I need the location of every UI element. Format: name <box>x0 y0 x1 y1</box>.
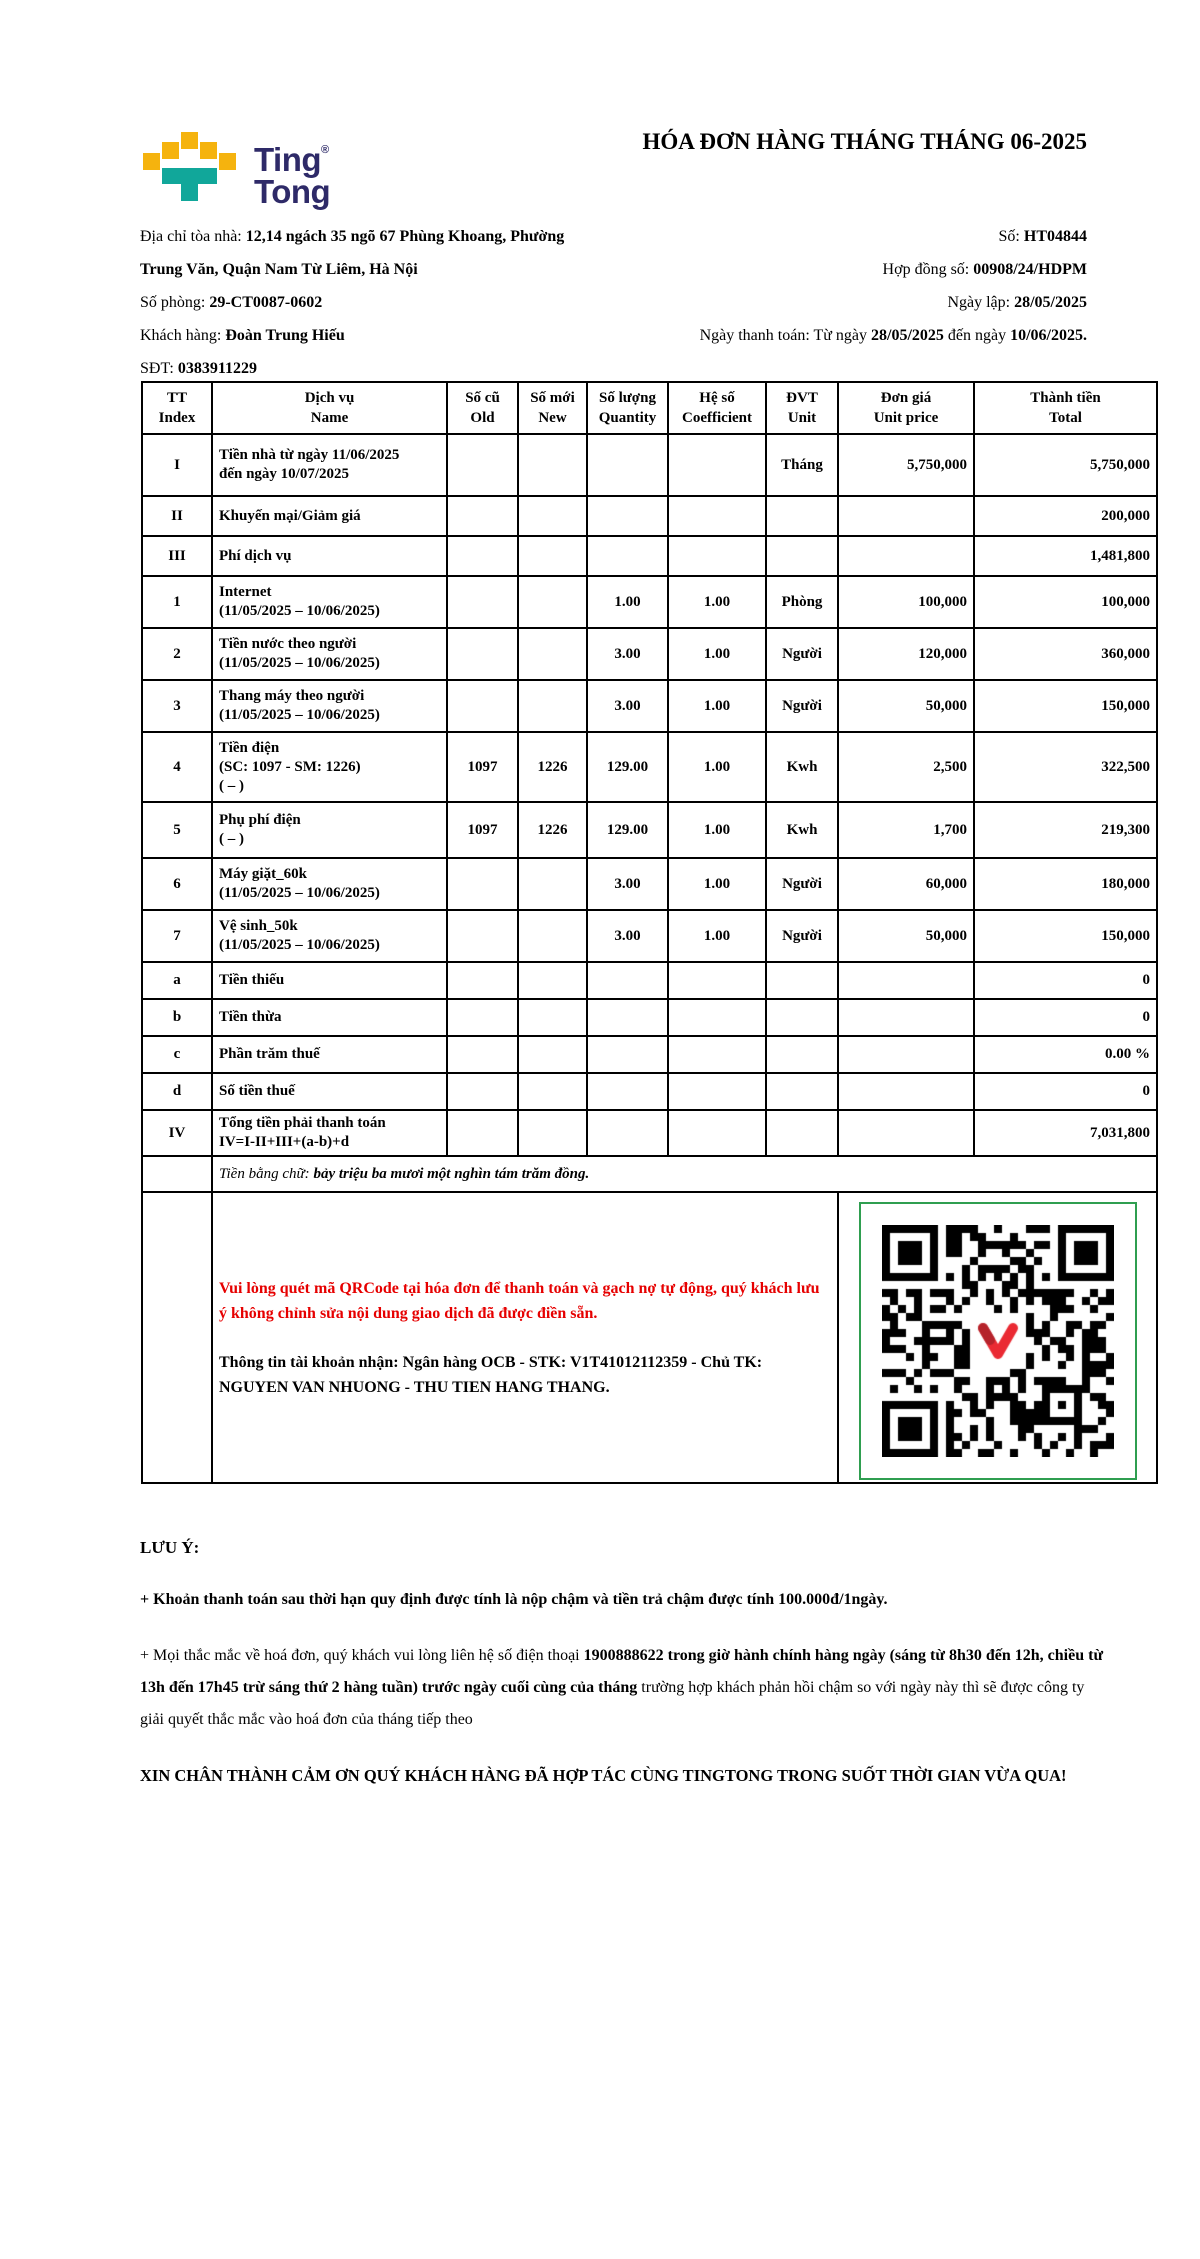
logo-pixel <box>219 153 236 170</box>
cell-quantity <box>587 1110 668 1156</box>
cell-old: 1097 <box>447 802 518 858</box>
brand-line2: Tong <box>254 173 331 210</box>
text-segment: 28/05/2025 <box>1014 294 1087 311</box>
column-header <box>587 382 668 434</box>
cell-name <box>212 1036 447 1073</box>
text-segment: bảy triệu ba mươi một nghìn tám trăm đồng. <box>313 1165 590 1182</box>
cell-coefficient: 1.00 <box>668 732 766 802</box>
invoice-table <box>141 381 1158 1484</box>
note-paragraph <box>140 1640 1105 1736</box>
table-row <box>142 628 1157 680</box>
text-segment: Hợp đồng số: <box>882 261 974 278</box>
column-header-vi: Dịch vụ <box>304 390 355 406</box>
qr-red-note: Vui lòng quét mã QRCode tại hóa đơn để thanh toán và gạch nợ tự động, quý khách lưu ý không chỉnh sửa nội dung giao dịch đã được điền sẵn. <box>219 1279 820 1322</box>
column-header-en: Quantity <box>598 410 657 426</box>
cell-unit-price <box>838 999 974 1036</box>
cell-quantity: 129.00 <box>587 732 668 802</box>
cell-unit: Người <box>766 680 838 732</box>
text-segment: NGUYEN VAN NHUONG - THU TIEN HANG THANG <box>219 1378 606 1396</box>
cell-old: 1097 <box>447 732 518 802</box>
brand-wordmark <box>254 134 330 208</box>
cell-coefficient <box>668 1036 766 1073</box>
column-header-en: Old <box>470 410 495 426</box>
text-segment: . <box>605 1378 610 1396</box>
cell-index <box>142 1156 212 1192</box>
invoice-title: HÓA ĐƠN HÀNG THÁNG THÁNG 06-2025 <box>642 129 1087 154</box>
table-row <box>142 576 1157 628</box>
cell-new <box>518 962 587 999</box>
cell-unit-price: 60,000 <box>838 858 974 910</box>
column-header-vi: Hệ số <box>699 390 735 406</box>
name-line: Số tiền thuế <box>219 1083 295 1099</box>
column-header <box>766 382 838 434</box>
cell-total: 1,481,800 <box>974 536 1157 576</box>
text-segment: đến ngày <box>943 327 1011 344</box>
cell-new <box>518 1073 587 1110</box>
logo-pixel <box>143 153 160 170</box>
cell-unit-price: 50,000 <box>838 680 974 732</box>
cell-unit: Tháng <box>766 434 838 496</box>
cell-name <box>212 732 447 802</box>
logo-teal-bar <box>162 168 217 184</box>
cell-coefficient <box>668 962 766 999</box>
cell-coefficient: 1.00 <box>668 910 766 962</box>
column-header <box>142 382 212 434</box>
thanks-line: XIN CHÂN THÀNH CẢM ƠN QUÝ KHÁCH HÀNG ĐÃ HỢP TÁC CÙNG TINGTONG TRONG SUỐT THỜI GIAN VỪA QUA! <box>140 1766 1067 1785</box>
text-segment: Số phòng: <box>140 294 210 311</box>
name-line: ( – ) <box>219 777 244 794</box>
cell-index: 3 <box>142 680 212 732</box>
cell-unit <box>766 1073 838 1110</box>
cell-name <box>212 1110 447 1156</box>
info-line <box>140 286 605 319</box>
column-header-vi: Số cũ <box>465 390 500 406</box>
cell-index: 5 <box>142 802 212 858</box>
cell-new: 1226 <box>518 732 587 802</box>
text-segment: Ngày lập: <box>947 294 1015 311</box>
invoice-table-body <box>142 434 1157 1483</box>
registered-mark: ® <box>321 144 329 156</box>
column-header-en: Unit price <box>873 410 939 426</box>
table-header-row <box>142 382 1157 434</box>
cell-unit-price <box>838 496 974 536</box>
column-header <box>212 382 447 434</box>
cell-old <box>447 858 518 910</box>
table-row <box>142 434 1157 496</box>
info-line <box>605 253 1087 286</box>
text-segment: Đoàn Trung Hiếu <box>225 327 345 344</box>
text-segment: Số: <box>998 228 1024 245</box>
name-line: Tiền nhà từ ngày 11/06/2025 <box>219 447 400 463</box>
column-header <box>447 382 518 434</box>
cell-name <box>212 628 447 680</box>
cell-unit-price <box>838 1036 974 1073</box>
cell-total: 7,031,800 <box>974 1110 1157 1156</box>
account-info <box>219 1350 831 1400</box>
cell-old <box>447 536 518 576</box>
cell-unit-price: 50,000 <box>838 910 974 962</box>
text-segment: Khách hàng: <box>140 327 226 344</box>
notes-items <box>140 1584 1105 1736</box>
text-segment: + Mọi thắc mắc về hoá đơn, quý khách vui lòng liên hệ số điện thoại <box>140 1647 584 1664</box>
cell-new <box>518 999 587 1036</box>
text-segment: V1T41012112359 <box>569 1353 688 1371</box>
info-line <box>140 220 605 286</box>
cell-name <box>212 802 447 858</box>
name-line: Tiền nước theo người <box>219 636 357 652</box>
text-segment: Tiền bằng chữ: <box>219 1165 314 1182</box>
cell-total: 200,000 <box>974 496 1157 536</box>
cell-coefficient <box>668 496 766 536</box>
cell-name <box>212 858 447 910</box>
notes-heading: LƯU Ý: <box>140 1538 200 1557</box>
text-segment: 10/06/2025. <box>1010 327 1087 344</box>
cell-quantity <box>587 496 668 536</box>
cell-unit-price <box>838 536 974 576</box>
name-line: Phí dịch vụ <box>219 547 292 564</box>
cell-name <box>212 680 447 732</box>
cell-index <box>142 1192 212 1483</box>
cell-new <box>518 910 587 962</box>
cell-new <box>518 858 587 910</box>
table-row <box>142 1110 1157 1156</box>
invoice-notes <box>140 1538 1105 1816</box>
invoice-info-right <box>605 220 1087 385</box>
text-segment: trường hợp khách phản hồi chậm so với ngày này thì sẽ được công ty giải quyết thắc mắc vào hoá đơn của tháng tiếp theo <box>140 1679 1085 1728</box>
text-segment: 1900888622 trong giờ hành chính hàng ngày (sáng từ 8h30 đến 12h, chiều từ 13h đến 17h45 trừ sáng thứ 2 hàng tuần) trước ngày cuối cùng của tháng <box>140 1647 1104 1696</box>
cell-new <box>518 1036 587 1073</box>
table-row <box>142 962 1157 999</box>
cell-coefficient <box>668 1110 766 1156</box>
qr-instructions-cell <box>212 1192 838 1483</box>
cell-coefficient <box>668 536 766 576</box>
cell-unit-price: 100,000 <box>838 576 974 628</box>
text-segment: HT04844 <box>1023 228 1087 245</box>
column-header <box>974 382 1157 434</box>
table-row <box>142 910 1157 962</box>
note-paragraph <box>140 1584 1105 1616</box>
cell-total: 360,000 <box>974 628 1157 680</box>
cell-unit: Người <box>766 628 838 680</box>
name-line: (11/05/2025 – 10/06/2025) <box>219 937 380 953</box>
name-line: Vệ sinh_50k <box>219 918 298 934</box>
cell-unit <box>766 496 838 536</box>
cell-total: 0 <box>974 1073 1157 1110</box>
cell-total: 0 <box>974 999 1157 1036</box>
name-line: (11/05/2025 – 10/06/2025) <box>219 655 380 671</box>
column-header-vi: Số lượng <box>599 390 656 406</box>
column-header-vi: TT <box>166 390 187 406</box>
table-row <box>142 858 1157 910</box>
text-segment: - Chủ TK: <box>687 1353 763 1371</box>
text-segment: 12,14 ngách 35 ngõ 67 Phùng Khoang, Phường Trung Văn, Quận Nam Từ Liêm, Hà Nội <box>140 228 565 278</box>
tingtong-logo-icon <box>142 132 238 206</box>
text-segment: 0383911229 <box>177 360 257 377</box>
cell-name <box>212 962 447 999</box>
table-row <box>142 732 1157 802</box>
table-row <box>142 496 1157 536</box>
cell-old <box>447 628 518 680</box>
cell-new <box>518 680 587 732</box>
cell-old <box>447 1073 518 1110</box>
table-row <box>142 1036 1157 1073</box>
amount-in-words-cell <box>212 1156 1157 1192</box>
cell-total: 100,000 <box>974 576 1157 628</box>
cell-unit-price: 5,750,000 <box>838 434 974 496</box>
logo-pixel <box>162 142 179 159</box>
cell-unit <box>766 1036 838 1073</box>
name-line: Tiền thừa <box>219 1009 282 1025</box>
name-line: Phần trăm thuế <box>219 1046 320 1062</box>
cell-quantity <box>587 962 668 999</box>
info-line <box>140 319 605 352</box>
cell-quantity: 1.00 <box>587 576 668 628</box>
cell-old <box>447 1110 518 1156</box>
cell-coefficient <box>668 434 766 496</box>
cell-new <box>518 434 587 496</box>
cell-old <box>447 576 518 628</box>
text-segment: Ngày thanh toán: Từ ngày <box>699 327 872 344</box>
name-line: Khuyến mại/Giảm giá <box>219 507 361 524</box>
column-header-vi: Số mới <box>530 390 575 406</box>
cell-new <box>518 496 587 536</box>
cell-new <box>518 536 587 576</box>
table-row <box>142 999 1157 1036</box>
cell-unit-price <box>838 962 974 999</box>
cell-index: 2 <box>142 628 212 680</box>
cell-unit-price <box>838 1073 974 1110</box>
cell-total: 322,500 <box>974 732 1157 802</box>
name-line: IV=I-II+III+(a-b)+d <box>219 1134 350 1150</box>
cell-index: 7 <box>142 910 212 962</box>
cell-index: 4 <box>142 732 212 802</box>
info-line <box>605 319 1087 352</box>
cell-total: 219,300 <box>974 802 1157 858</box>
cell-new: 1226 <box>518 802 587 858</box>
column-header-en: Total <box>1049 410 1082 426</box>
name-line: (11/05/2025 – 10/06/2025) <box>219 707 380 723</box>
text-segment: SĐT: <box>140 360 178 377</box>
cell-index: IV <box>142 1110 212 1156</box>
cell-quantity: 3.00 <box>587 680 668 732</box>
cell-old <box>447 1036 518 1073</box>
cell-unit-price: 120,000 <box>838 628 974 680</box>
qr-code-frame <box>859 1202 1137 1480</box>
table-row <box>142 802 1157 858</box>
cell-old <box>447 496 518 536</box>
cell-index: 1 <box>142 576 212 628</box>
cell-quantity <box>587 999 668 1036</box>
logo-teal-stem <box>181 184 198 201</box>
cell-quantity <box>587 1073 668 1110</box>
cell-unit-price: 2,500 <box>838 732 974 802</box>
tingtong-logo <box>142 132 330 208</box>
name-line: đến ngày 10/07/2025 <box>219 466 350 482</box>
brand-line1: Ting <box>254 141 322 178</box>
cell-unit-price: 1,700 <box>838 802 974 858</box>
column-header <box>838 382 974 434</box>
column-header <box>518 382 587 434</box>
cell-coefficient <box>668 1073 766 1110</box>
cell-old <box>447 434 518 496</box>
column-header-en: Index <box>158 410 196 426</box>
cell-name <box>212 536 447 576</box>
text-segment: 28/05/2025 <box>871 327 944 344</box>
text-segment: 29-CT0087-0602 <box>209 294 323 311</box>
cell-unit: Kwh <box>766 802 838 858</box>
cell-quantity: 3.00 <box>587 628 668 680</box>
cell-index: d <box>142 1073 212 1110</box>
invoice-info <box>140 220 1087 385</box>
info-line <box>605 220 1087 253</box>
cell-unit <box>766 536 838 576</box>
cell-unit <box>766 1110 838 1156</box>
cell-old <box>447 680 518 732</box>
table-row <box>142 680 1157 732</box>
cell-new <box>518 628 587 680</box>
name-line: Máy giặt_60k <box>219 866 307 882</box>
cell-quantity <box>587 536 668 576</box>
cell-index: III <box>142 536 212 576</box>
name-line: (11/05/2025 – 10/06/2025) <box>219 603 380 619</box>
column-header-vi: Thành tiền <box>1030 390 1101 406</box>
table-row <box>142 536 1157 576</box>
cell-name <box>212 999 447 1036</box>
cell-name <box>212 1073 447 1110</box>
cell-name <box>212 910 447 962</box>
text-segment: + Khoản thanh toán sau thời hạn quy định được tính là nộp chậm và tiền trả chậm được tính 100.000đ/1ngày. <box>140 1591 888 1608</box>
name-line: Tiền điện <box>219 739 280 756</box>
cell-coefficient: 1.00 <box>668 576 766 628</box>
cell-total: 5,750,000 <box>974 434 1157 496</box>
qr-row <box>142 1192 1157 1483</box>
column-header-vi: Đơn giá <box>880 390 932 406</box>
table-row <box>142 1073 1157 1110</box>
name-line: Tổng tiền phải thanh toán <box>219 1115 386 1131</box>
cell-coefficient: 1.00 <box>668 680 766 732</box>
invoice-table-head <box>142 382 1157 434</box>
cell-old <box>447 910 518 962</box>
column-header <box>668 382 766 434</box>
cell-index: 6 <box>142 858 212 910</box>
cell-unit-price <box>838 1110 974 1156</box>
qr-code-cell <box>838 1192 1157 1483</box>
cell-total: 0 <box>974 962 1157 999</box>
cell-unit: Phòng <box>766 576 838 628</box>
cell-quantity: 3.00 <box>587 910 668 962</box>
cell-total: 150,000 <box>974 910 1157 962</box>
column-header-en: Coefficient <box>682 410 752 426</box>
name-line: Phụ phí điện <box>219 812 301 828</box>
cell-index: b <box>142 999 212 1036</box>
name-line: Tiền thiếu <box>219 972 285 988</box>
cell-quantity <box>587 434 668 496</box>
cell-index: a <box>142 962 212 999</box>
info-line <box>605 286 1087 319</box>
cell-index: c <box>142 1036 212 1073</box>
cell-quantity <box>587 1036 668 1073</box>
invoice-info-left <box>140 220 605 385</box>
cell-new <box>518 1110 587 1156</box>
cell-name <box>212 434 447 496</box>
text-segment: 00908/24/HDPM <box>973 261 1087 278</box>
cell-name <box>212 496 447 536</box>
column-header-en: Name <box>310 410 349 426</box>
cell-unit: Kwh <box>766 732 838 802</box>
cell-old <box>447 999 518 1036</box>
cell-coefficient <box>668 999 766 1036</box>
cell-unit: Người <box>766 910 838 962</box>
cell-total: 150,000 <box>974 680 1157 732</box>
name-line: Thang máy theo người <box>219 688 365 704</box>
cell-total: 180,000 <box>974 858 1157 910</box>
cell-old <box>447 962 518 999</box>
cell-coefficient: 1.00 <box>668 628 766 680</box>
cell-index: II <box>142 496 212 536</box>
column-header-en: New <box>538 410 567 426</box>
cell-total: 0.00 % <box>974 1036 1157 1073</box>
text-segment: Địa chỉ tòa nhà: <box>140 228 246 245</box>
qr-code <box>882 1225 1114 1457</box>
cell-coefficient: 1.00 <box>668 802 766 858</box>
column-header-en: Unit <box>787 410 817 426</box>
cell-unit: Người <box>766 858 838 910</box>
cell-quantity: 3.00 <box>587 858 668 910</box>
cell-index: I <box>142 434 212 496</box>
name-line: (11/05/2025 – 10/06/2025) <box>219 885 380 901</box>
logo-pixel <box>200 142 217 159</box>
cell-unit <box>766 962 838 999</box>
cell-unit <box>766 999 838 1036</box>
name-line: (SC: 1097 - SM: 1226) <box>219 758 361 775</box>
cell-quantity: 129.00 <box>587 802 668 858</box>
amount-in-words-row <box>142 1156 1157 1192</box>
cell-coefficient: 1.00 <box>668 858 766 910</box>
cell-name <box>212 576 447 628</box>
name-line: ( – ) <box>219 831 244 847</box>
column-header-vi: ĐVT <box>786 390 818 406</box>
text-segment: Thông tin tài khoản nhận: Ngân hàng OCB - STK: <box>219 1353 570 1371</box>
logo-pixel <box>181 132 198 149</box>
name-line: Internet <box>219 584 272 600</box>
cell-new <box>518 576 587 628</box>
